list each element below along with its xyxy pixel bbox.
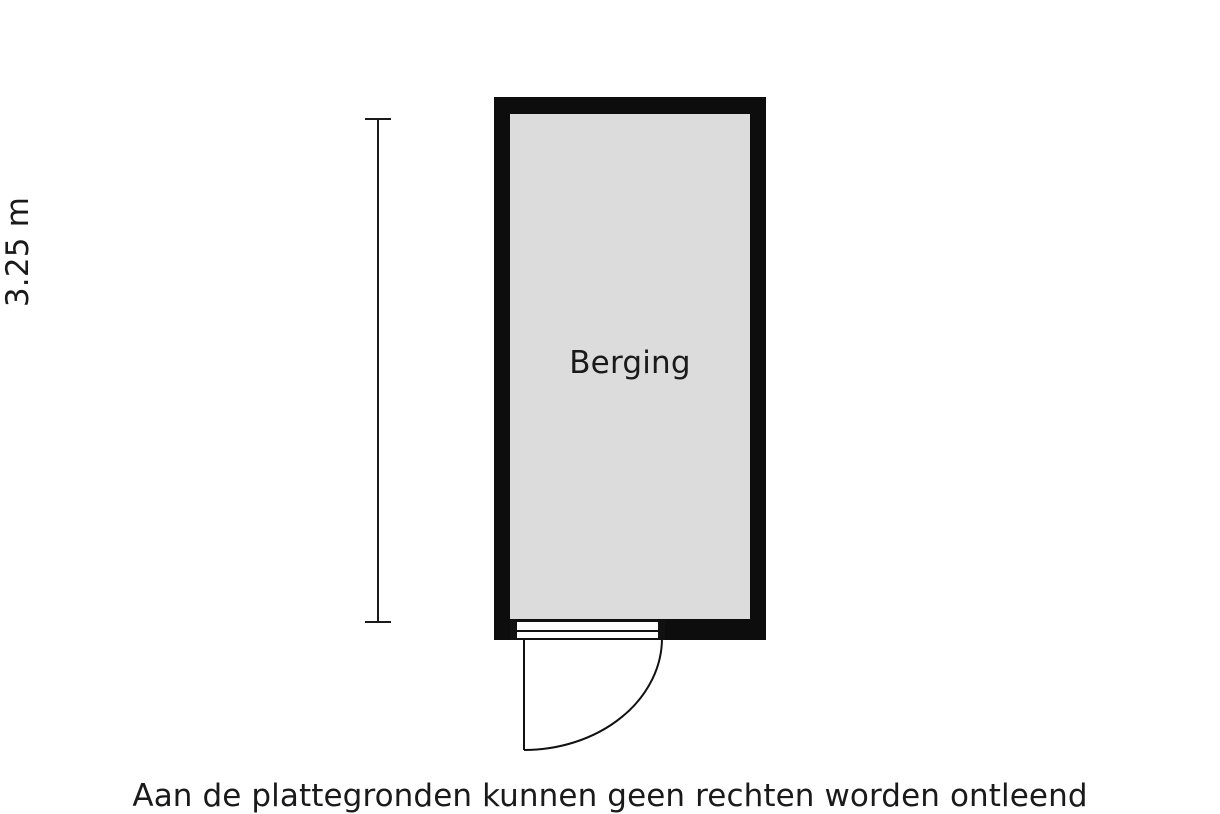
dimension-line-vertical	[360, 118, 420, 623]
dimension-cap-bottom	[365, 621, 391, 623]
dimension-label: 3.25 m	[0, 172, 48, 332]
room-label-berging: Berging	[569, 345, 691, 381]
door-swing-arc	[510, 638, 670, 756]
disclaimer-text: Aan de plattegronden kunnen geen rechten worden ontleend	[132, 778, 1088, 814]
door-jamb-left	[510, 620, 517, 640]
dimension-line	[377, 118, 379, 623]
door-jamb-right	[658, 620, 665, 640]
dimension-cap-top	[365, 118, 391, 120]
door-opening	[510, 620, 665, 640]
